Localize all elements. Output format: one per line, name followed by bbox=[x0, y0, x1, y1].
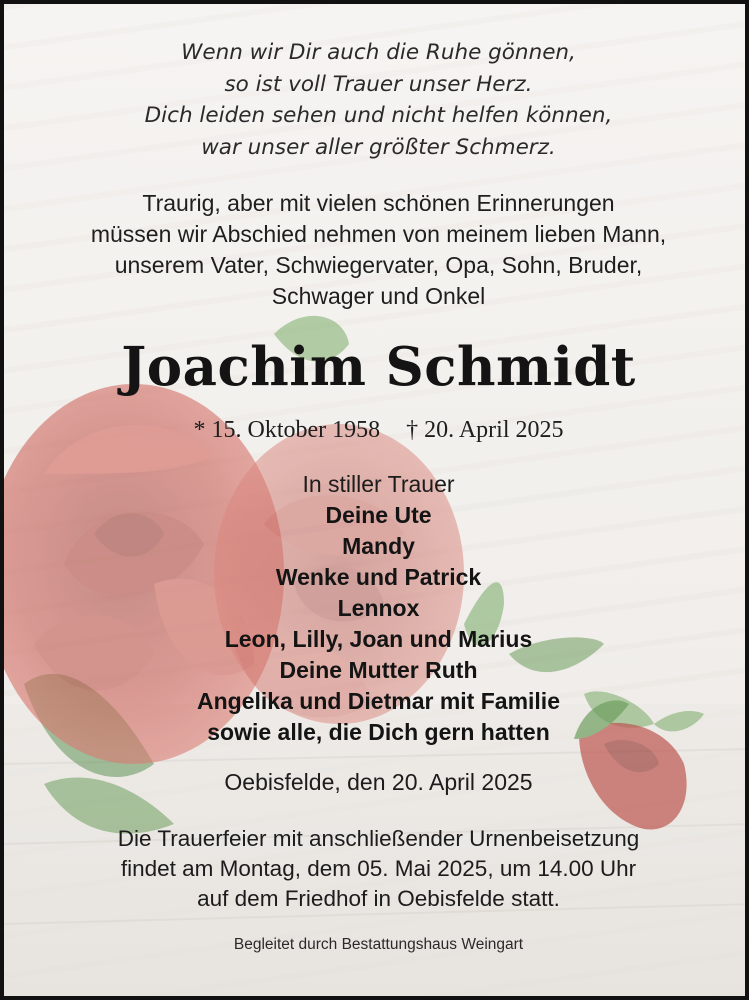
funeral-home-credit: Begleitet durch Bestattungshaus Weingart bbox=[233, 936, 524, 953]
verse-line: so ist voll Trauer unser Herz. bbox=[224, 71, 533, 97]
mourner: Deine Mutter Ruth bbox=[279, 657, 478, 683]
service-line: auf dem Friedhof in Oebisfelde statt. bbox=[197, 886, 560, 911]
mourner: sowie alle, die Dich gern hatten bbox=[207, 719, 550, 745]
intro-line: müssen wir Abschied nehmen von meinem lieben Mann, bbox=[90, 221, 667, 247]
intro-line: unserem Vater, Schwiegervater, Opa, Sohn, Bruder, bbox=[114, 252, 643, 278]
memorial-verse bbox=[4, 37, 749, 163]
mourner: Deine Ute bbox=[325, 502, 432, 528]
intro-line: Traurig, aber mit vielen schönen Erinnerungen bbox=[142, 190, 615, 216]
mourner: Mandy bbox=[342, 533, 415, 559]
life-dates bbox=[4, 414, 749, 446]
service-line: Die Trauerfeier mit anschließender Urnenbeisetzung bbox=[117, 826, 640, 851]
service-line: findet am Montag, dem 05. Mai 2025, um 14.00 Uhr bbox=[120, 856, 637, 881]
mourner: Angelika und Dietmar mit Familie bbox=[197, 688, 560, 714]
mourner: Leon, Lilly, Joan und Marius bbox=[224, 626, 533, 652]
death-date: † 20. April 2025 bbox=[406, 417, 564, 443]
verse-line: Dich leiden sehen und nicht helfen können, bbox=[144, 103, 613, 128]
mourners-list bbox=[4, 469, 749, 748]
verse-line: war unser aller größter Schmerz. bbox=[201, 134, 556, 160]
mourner: Wenke und Patrick bbox=[275, 564, 482, 590]
place-and-date: Oebisfelde, den 20. April 2025 bbox=[224, 769, 533, 795]
funeral-service-info bbox=[4, 824, 749, 914]
deceased-name: Joachim Schmidt bbox=[121, 336, 636, 398]
farewell-intro bbox=[4, 188, 749, 312]
birth-date: * 15. Oktober 1958 bbox=[193, 417, 381, 443]
verse-line: Wenn wir Dir auch die Ruhe gönnen, bbox=[181, 40, 576, 65]
mourner: Lennox bbox=[337, 595, 420, 621]
mourning-heading: In stiller Trauer bbox=[302, 471, 455, 497]
intro-line: Schwager und Onkel bbox=[271, 283, 486, 309]
